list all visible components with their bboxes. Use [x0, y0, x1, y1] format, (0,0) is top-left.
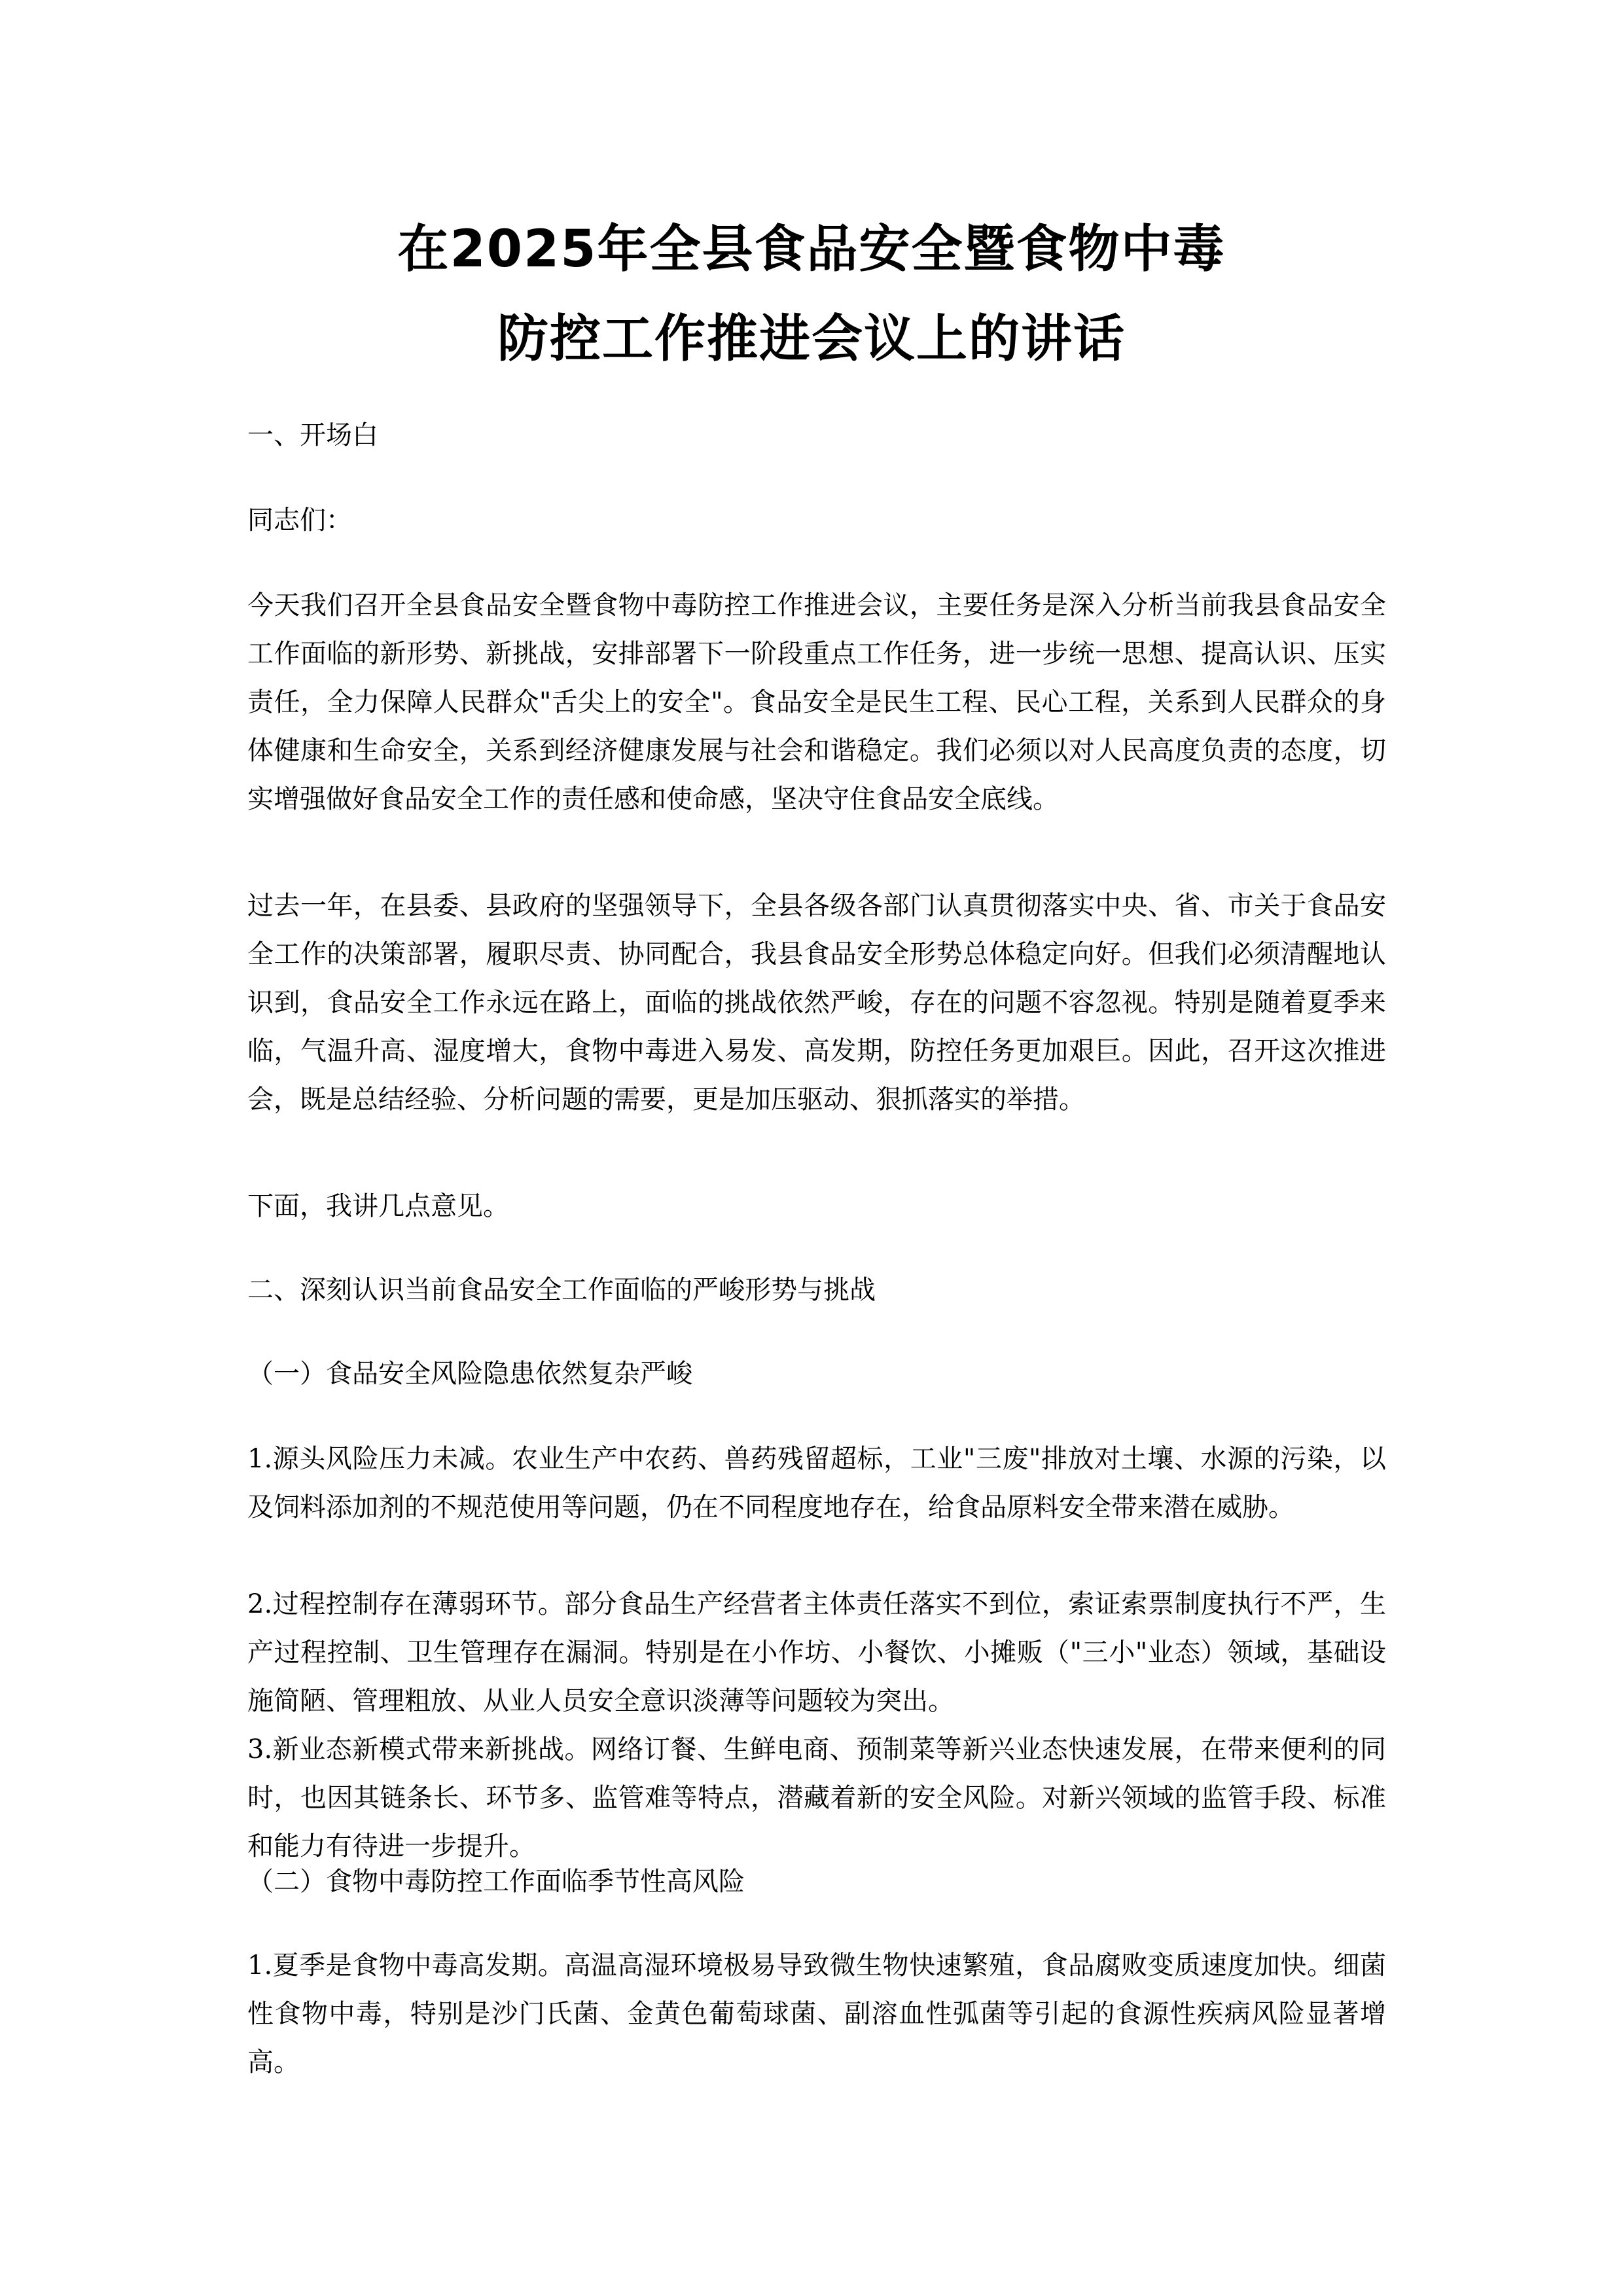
paragraph-review: 过去一年，在县委、县政府的坚强领导下，全县各级各部门认真贯彻落实中央、省、市关于食品安全工作的决策部署，履职尽责、协同配合，我县食品安全形势总体稳定向好。但我们必须清醒地认识到，食品安全工作永远在路上，面临的挑战依然严峻，存在的问题不容忽视。特别是随着夏季来临，气温升高、湿度增大，食物中毒进入易发、高发期，防控任务更加艰巨。因此，召开这次推进会，既是总结经验、分析问题的需要，更是加压驱动、狠抓落实的举措。 — [247, 891, 1386, 1115]
paragraph-opening: 今天我们召开全县食品安全暨食物中毒防控工作推进会议，主要任务是深入分析当前我县食品安全工作面临的新形势、新挑战，安排部署下一阶段重点工作任务，进一步统一思想、提高认识、压实责任，全力保障人民群众"舌尖上的安全"。食品安全是民生工程、民心工程，关系到人民群众的身体健康和生命安全，关系到经济健康发展与社会和谐稳定。我们必须以对人民高度负责的态度，切实增强做好食品安全工作的责任感和使命感，坚决守住食品安全底线。 — [247, 590, 1386, 814]
greeting: 同志们： — [247, 505, 352, 535]
section-1-heading: 一、开场白 — [247, 420, 378, 450]
subsection-2-heading: （二）食物中毒防控工作面临季节性高风险 — [247, 1867, 745, 1897]
subsection-1-heading: （一）食品安全风险隐患依然复杂严峻 — [247, 1359, 692, 1389]
list-item-source-risk: 1.源头风险压力未减。农业生产中农药、兽药残留超标，工业"三废"排放对土壤、水源的污染，以及饲料添加剂的不规范使用等问题，仍在不同程度地存在，给食品原料安全带来潜在威胁。 — [247, 1444, 1386, 1522]
paragraph-transition: 下面，我讲几点意见。 — [247, 1191, 509, 1221]
list-item-new-business: 3.新业态新模式带来新挑战。网络订餐、生鲜电商、预制菜等新兴业态快速发展，在带来便利的同时，也因其链条长、环节多、监管难等特点，潜藏着新的安全风险。对新兴领域的监管手段、标准和能力有待进一步提升。 — [247, 1734, 1386, 1861]
section-2-heading: 二、深刻认识当前食品安全工作面临的严峻形势与挑战 — [247, 1275, 876, 1305]
title-line-1: 在2025年全县食品安全暨食物中毒 — [397, 220, 1226, 279]
list-item-summer-risk: 1.夏季是食物中毒高发期。高温高湿环境极易导致微生物快速繁殖，食品腐败变质速度加快。细菌性食物中毒，特别是沙门氏菌、金黄色葡萄球菌、副溶血性弧菌等引起的食源性疾病风险显著增高。 — [247, 1950, 1386, 2077]
title-line-2: 防控工作推进会议上的讲话 — [497, 310, 1126, 368]
list-item-process-control: 2.过程控制存在薄弱环节。部分食品生产经营者主体责任落实不到位，索证索票制度执行不严，生产过程控制、卫生管理存在漏洞。特别是在小作坊、小餐饮、小摊贩（"三小"业态）领域，基础设施简陋、管理粗放、从业人员安全意识淡薄等问题较为突出。 — [247, 1589, 1386, 1716]
